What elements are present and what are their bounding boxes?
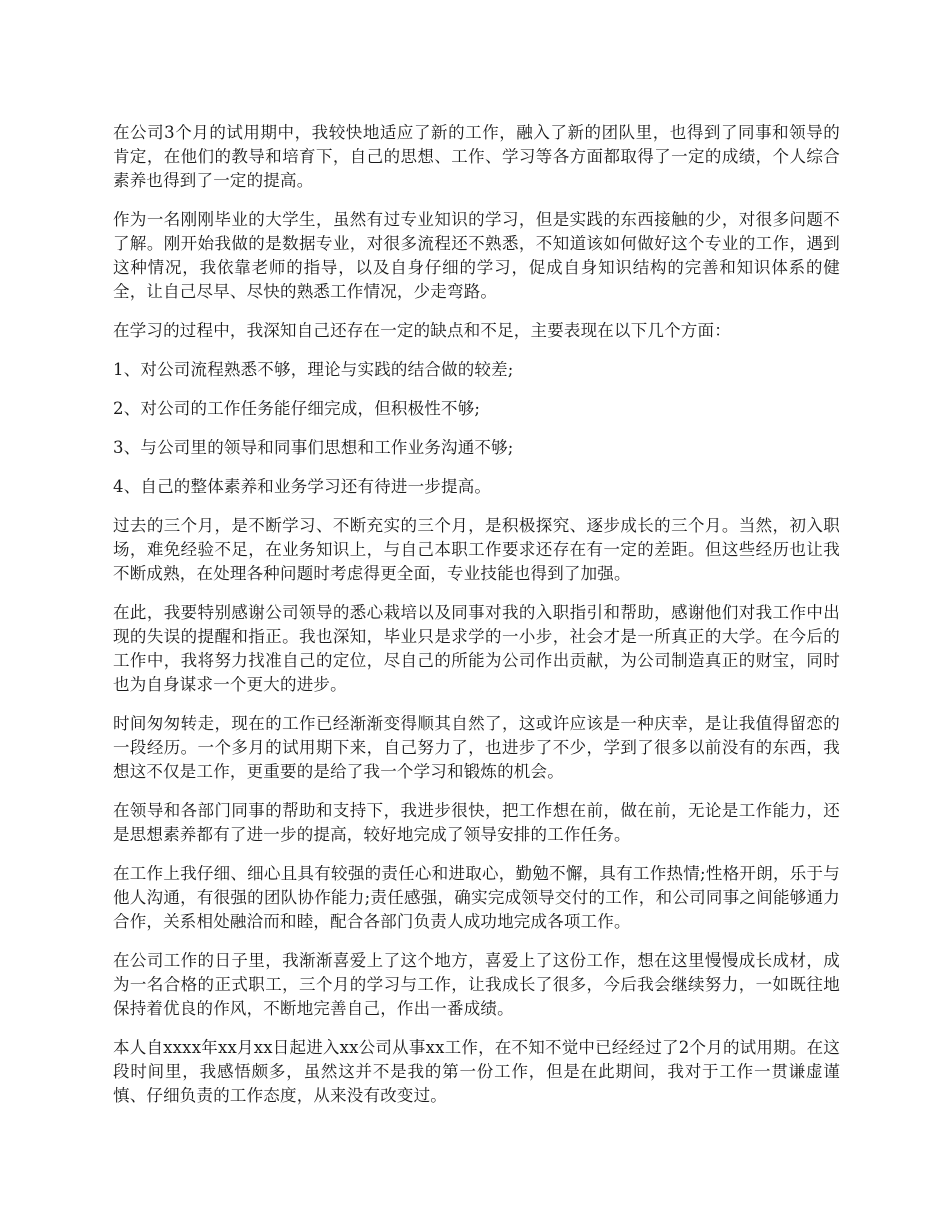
paragraph: 过去的三个月，是不断学习、不断充实的三个月，是积极探究、逐步成长的三个月。当然，初入职场，难免经验不足，在业务知识上，与自己本职工作要求还存在有一定的差距。但这些经历也让我不断成熟，在处理各种问题时考虑得更全面，专业技能也得到了加强。 (113, 516, 840, 583)
paragraph: 在学习的过程中，我深知自己还存在一定的缺点和不足，主要表现在以下几个方面： (113, 321, 731, 340)
paragraph: 在工作上我仔细、细心且具有较强的责任心和进取心，勤勉不懈，具有工作热情;性格开朗，乐于与他人沟通，有很强的团队协作能力;责任感强，确实完成领导交付的工作，和公司同事之间能够通力合作，关系相处融洽而和睦，配合各部门负责人成功地完成各项工作。 (113, 864, 840, 931)
paragraph: 在公司3个月的试用期中，我较快地适应了新的工作，融入了新的团队里，也得到了同事和领导的肯定，在他们的教导和培育下，自己的思想、工作、学习等各方面都取得了一定的成绩，个人综合素养也得到了一定的提高。 (113, 123, 840, 190)
paragraph: 在此，我要特别感谢公司领导的悉心栽培以及同事对我的入职指引和帮助，感谢他们对我工作中出现的失误的提醒和指正。我也深知，毕业只是求学的一小步，社会才是一所真正的大学。在今后的工作中，我将努力找准自己的定位，尽自己的所能为公司作出贡献，为公司制造真正的财宝，同时也为自身谋求一个更大的进步。 (113, 603, 840, 694)
list-item: 1、对公司流程熟悉不够，理论与实践的结合做的较差; (113, 360, 514, 379)
paragraph: 时间匆匆转走，现在的工作已经渐渐变得顺其自然了，这或许应该是一种庆幸，是让我值得留恋的一段经历。一个多月的试用期下来，自己努力了，也进步了不少，学到了很多以前没有的东西，我想这不仅是工作，更重要的是给了我一个学习和锻炼的机会。 (113, 714, 840, 781)
list-item: 4、自己的整体素养和业务学习还有待进一步提高。 (113, 477, 492, 496)
list-item: 3、与公司里的领导和同事们思想和工作业务沟通不够; (113, 438, 514, 457)
paragraph: 在公司工作的日子里，我渐渐喜爱上了这个地方，喜爱上了这份工作，想在这里慢慢成长成材，成为一名合格的正式职工，三个月的学习与工作，让我成长了很多，今后我会继续努力，一如既往地保持着优良的作风，不断地完善自己，作出一番成绩。 (113, 951, 840, 1018)
paragraph: 在领导和各部门同事的帮助和支持下，我进步很快，把工作想在前，做在前，无论是工作能力，还是思想素养都有了进一步的提高，较好地完成了领导安排的工作任务。 (113, 801, 840, 844)
document-body (113, 121, 840, 1123)
paragraph: 本人自xxxx年xx月xx日起进入xx公司从事xx工作，在不知不觉中已经经过了2个月的试用期。在这段时间里，我感悟颇多，虽然这并不是我的第一份工作，但是在此期间，我对于工作一贯谦虚谨慎、仔细负责的工作态度，从来没有改变过。 (113, 1038, 840, 1105)
list-item: 2、对公司的工作任务能仔细完成，但积极性不够; (113, 399, 481, 418)
paragraph: 作为一名刚刚毕业的大学生，虽然有过专业知识的学习，但是实践的东西接触的少，对很多问题不了解。刚开始我做的是数据专业，对很多流程还不熟悉，不知道该如何做好这个专业的工作，遇到这种情况，我依靠老师的指导，以及自身仔细的学习，促成自身知识结构的完善和知识体系的健全，让自己尽早、尽快的熟悉工作情况，少走弯路。 (113, 210, 840, 301)
